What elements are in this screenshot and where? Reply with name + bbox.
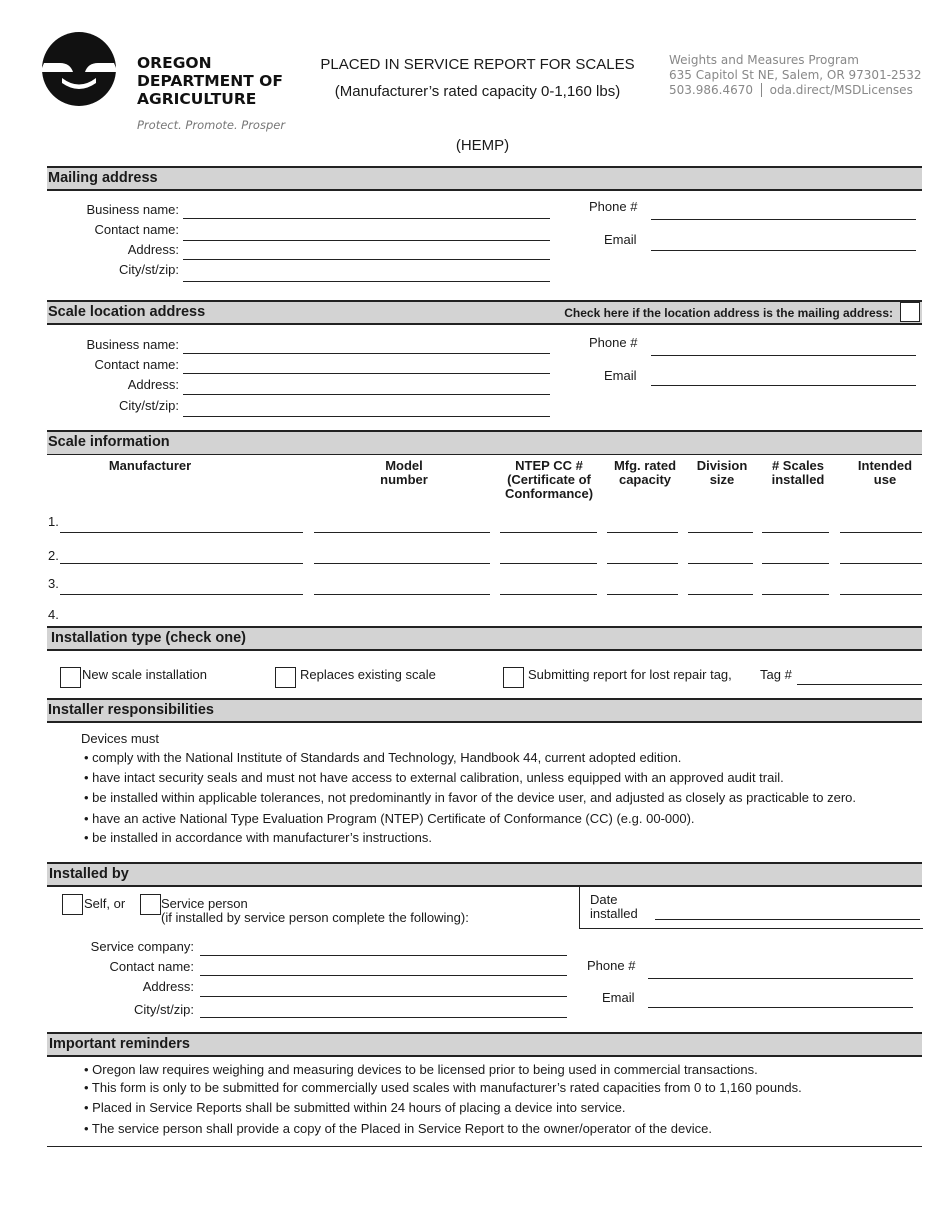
service-company-label: Service company:: [90, 939, 194, 954]
col-use-line-1: Intended: [857, 458, 913, 473]
col-rated-line-2: capacity: [618, 472, 672, 487]
responsibility-5: • be installed in accordance with manufacturer’s instructions.: [84, 830, 433, 845]
mailing-phone-label: Phone #: [589, 199, 638, 214]
responsibility-4: • have an active National Type Evaluation Program (NTEP) Certificate of Conformance (CC) (e.g. 00-000).: [84, 811, 695, 826]
responsibilities-section-bar: [47, 698, 922, 723]
col-use: [846, 459, 924, 487]
col-rated-line-1: Mfg. rated: [613, 458, 677, 473]
mailing-phone-field[interactable]: [651, 219, 916, 220]
new-installation-checkbox[interactable]: [60, 667, 81, 688]
row-number-3: 3.: [48, 576, 59, 591]
location-business-field[interactable]: [183, 353, 550, 354]
row-number-2: 2.: [48, 548, 59, 563]
row3-division-field[interactable]: [688, 594, 753, 595]
program-address: 635 Capitol St NE, Salem, OR 97301-2532: [669, 68, 922, 82]
service-person-note: (if installed by service person complete the following):: [161, 910, 469, 925]
row3-manufacturer-field[interactable]: [60, 594, 303, 595]
row2-division-field[interactable]: [688, 563, 753, 564]
service-phone-label: Phone #: [587, 958, 636, 973]
responsibility-2: • have intact security seals and must not have access to external calibration, unless equipped with an approved audit trail.: [84, 770, 784, 785]
installed-by-section-bar: [47, 862, 922, 887]
responsibility-3: • be installed within applicable tolerances, not predominantly in favor of the device user, and adjusted as closely as practicable to zero.: [84, 790, 856, 805]
service-city-label: City/st/zip:: [134, 1002, 194, 1017]
col-ntep: [493, 459, 605, 501]
location-business-label: Business name:: [86, 337, 179, 352]
col-ntep-line-1: NTEP CC #: [515, 458, 583, 473]
new-installation-label: New scale installation: [82, 667, 208, 682]
org-name-line-1: OREGON: [137, 54, 212, 72]
scale-info-title: Scale information: [48, 434, 170, 450]
location-phone-field[interactable]: [651, 355, 916, 356]
program-phone: 503.986.4670: [669, 83, 753, 97]
reminder-2: • This form is only to be submitted for commercially used scales with manufacturer’s rated capacities from 0 to 1,160 pounds.: [84, 1080, 802, 1095]
row1-scales-field[interactable]: [762, 532, 829, 533]
col-division-line-2: size: [709, 472, 735, 487]
row3-ntep-field[interactable]: [500, 594, 597, 595]
service-address-label: Address:: [142, 979, 194, 994]
mailing-contact-field[interactable]: [183, 240, 550, 241]
date-installed-label-1: Date: [590, 892, 618, 907]
service-city-field[interactable]: [200, 1017, 567, 1018]
scale-info-bar: [47, 432, 922, 455]
location-section-bar: [47, 300, 922, 325]
self-label: Self, or: [84, 896, 126, 911]
location-section-title: Scale location address: [48, 304, 206, 320]
col-use-line-2: use: [873, 472, 897, 487]
program-name: Weights and Measures Program: [669, 53, 859, 67]
service-email-label: Email: [602, 990, 635, 1005]
self-checkbox[interactable]: [62, 894, 83, 915]
service-contact-label: Contact name:: [109, 959, 194, 974]
row1-model-field[interactable]: [314, 532, 490, 533]
row1-division-field[interactable]: [688, 532, 753, 533]
row3-model-field[interactable]: [314, 594, 490, 595]
mailing-contact-label: Contact name:: [94, 222, 179, 237]
row2-model-field[interactable]: [314, 563, 490, 564]
mailing-email-label: Email: [604, 232, 637, 247]
mailing-email-field[interactable]: [651, 250, 916, 251]
row2-manufacturer-field[interactable]: [60, 563, 303, 564]
col-ntep-line-2: (Certificate of: [507, 472, 591, 487]
service-address-field[interactable]: [200, 996, 567, 997]
row3-rated-field[interactable]: [607, 594, 678, 595]
service-email-field[interactable]: [648, 1007, 913, 1008]
mailing-business-label: Business name:: [86, 202, 179, 217]
service-person-checkbox[interactable]: [140, 894, 161, 915]
col-scales: [758, 459, 838, 487]
form-title: PLACED IN SERVICE REPORT FOR SCALES: [320, 56, 635, 73]
location-address-field[interactable]: [183, 394, 550, 395]
lost-tag-label: Submitting report for lost repair tag,: [528, 667, 732, 682]
replaces-scale-label: Replaces existing scale: [300, 667, 436, 682]
row3-use-field[interactable]: [840, 594, 922, 595]
mailing-business-field[interactable]: [183, 218, 550, 219]
row1-manufacturer-field[interactable]: [60, 532, 303, 533]
service-contact-field[interactable]: [200, 975, 567, 976]
service-person-label: Service person: [161, 896, 248, 911]
col-manufacturer: Manufacturer: [108, 458, 192, 473]
tag-number-field[interactable]: [797, 684, 922, 685]
row2-rated-field[interactable]: [607, 563, 678, 564]
responsibilities-intro: Devices must: [81, 731, 160, 746]
mailing-section-title: Mailing address: [48, 170, 158, 186]
mailing-address-field[interactable]: [183, 259, 550, 260]
date-installed-label-2: installed: [590, 906, 638, 921]
location-phone-label: Phone #: [589, 335, 638, 350]
col-ntep-line-3: Conformance): [504, 486, 594, 501]
row2-use-field[interactable]: [840, 563, 922, 564]
tag-number-label: Tag #: [760, 667, 792, 682]
col-scales-line-2: installed: [771, 472, 825, 487]
row2-ntep-field[interactable]: [500, 563, 597, 564]
row-number-4: 4.: [48, 607, 59, 622]
reminder-4: • The service person shall provide a copy of the Placed in Service Report to the owner/operator of the device.: [84, 1121, 712, 1136]
mailing-city-field[interactable]: [183, 281, 550, 282]
location-email-label: Email: [604, 368, 637, 383]
tagline: Protect. Promote. Prosper: [137, 118, 286, 132]
service-phone-field[interactable]: [648, 978, 913, 979]
col-model: [344, 459, 464, 487]
hemp-label: (HEMP): [455, 137, 510, 154]
location-contact-field[interactable]: [183, 373, 550, 374]
mailing-city-label: City/st/zip:: [119, 262, 179, 277]
installed-by-section-title: Installed by: [49, 866, 129, 882]
col-scales-line-1: # Scales: [771, 458, 825, 473]
installation-section-title: Installation type (check one): [51, 630, 246, 646]
col-model-line-2: number: [380, 472, 428, 487]
divider: [761, 83, 762, 97]
col-division: [687, 459, 757, 487]
program-url[interactable]: oda.direct/MSDLicenses: [769, 83, 913, 97]
reminders-section-bar: [47, 1032, 922, 1057]
row-number-1: 1.: [48, 514, 59, 529]
bottom-rule: [47, 1146, 922, 1147]
oda-logo-icon: [40, 31, 120, 107]
row2-scales-field[interactable]: [762, 563, 829, 564]
reminder-1: • Oregon law requires weighing and measuring devices to be licensed prior to being used in commercial transactions.: [84, 1062, 758, 1077]
col-division-line-1: Division: [696, 458, 748, 473]
mailing-section-bar: [47, 166, 922, 191]
row1-use-field[interactable]: [840, 532, 922, 533]
lost-tag-checkbox[interactable]: [503, 667, 524, 688]
location-email-field[interactable]: [651, 385, 916, 386]
responsibilities-section-title: Installer responsibilities: [48, 702, 214, 718]
same-address-note: Check here if the location address is the mailing address:: [564, 306, 893, 320]
col-rated: [604, 459, 686, 487]
location-city-label: City/st/zip:: [119, 398, 179, 413]
org-name-line-2: DEPARTMENT OF: [137, 72, 283, 90]
reminders-section-title: Important reminders: [49, 1036, 190, 1052]
location-city-field[interactable]: [183, 416, 550, 417]
col-model-line-1: Model: [385, 458, 423, 473]
location-address-label: Address:: [127, 377, 179, 392]
org-name-line-3: AGRICULTURE: [137, 90, 257, 108]
row3-scales-field[interactable]: [762, 594, 829, 595]
installation-section-bar: [47, 626, 922, 651]
mailing-address-label: Address:: [127, 242, 179, 257]
row1-ntep-field[interactable]: [500, 532, 597, 533]
program-contact: [669, 83, 913, 97]
form-subtitle: (Manufacturer’s rated capacity 0-1,160 lbs): [334, 83, 621, 100]
responsibility-1: • comply with the National Institute of Standards and Technology, Handbook 44, current adopted edition.: [84, 750, 682, 765]
reminder-3: • Placed in Service Reports shall be submitted within 24 hours of placing a device into service.: [84, 1100, 626, 1115]
replaces-scale-checkbox[interactable]: [275, 667, 296, 688]
location-contact-label: Contact name:: [94, 357, 179, 372]
row1-rated-field[interactable]: [607, 532, 678, 533]
service-company-field[interactable]: [200, 955, 567, 956]
same-address-checkbox[interactable]: [900, 302, 920, 322]
date-installed-field[interactable]: [655, 919, 920, 920]
